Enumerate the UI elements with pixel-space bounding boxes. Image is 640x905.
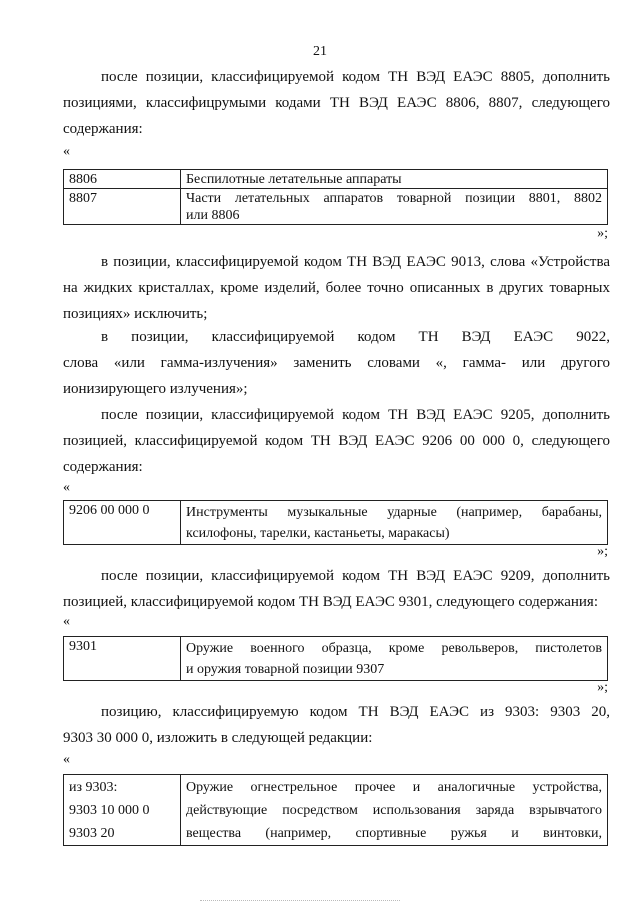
paragraph-line: после позиции, классифицируемой кодом ТН ВЭД ЕАЭС 9209, дополнить bbox=[101, 568, 610, 584]
paragraph-line: после позиции, классифицируемой кодом ТН ВЭД ЕАЭС 8805, дополнить bbox=[101, 69, 610, 85]
description-line: Оружие военного образца, кроме револьверов, пистолетов bbox=[186, 641, 602, 656]
description-cell bbox=[181, 189, 608, 225]
description-line: Беспилотные летательные аппараты bbox=[186, 172, 402, 187]
paragraph-line: позициях» исключить; bbox=[63, 306, 208, 322]
description-cell bbox=[181, 170, 608, 189]
description-line: Инструменты музыкальные ударные (например, барабаны, bbox=[186, 505, 602, 520]
paragraph-line: ионизирующего излучения»; bbox=[63, 381, 248, 397]
paragraph-line: позицией, классифицируемой кодом ТН ВЭД ЕАЭС 9206 00 000 0, следующего bbox=[63, 433, 610, 449]
paragraph-line: слова «или гамма-излучения» заменить словами «, гамма- или другого bbox=[63, 355, 610, 371]
paragraph-line: в позиции, классифицируемой кодом ТН ВЭД ЕАЭС 9013, слова «Устройства bbox=[101, 254, 610, 270]
description-line: или 8806 bbox=[186, 208, 240, 223]
paragraph-line: позицией, классифицируемой кодом ТН ВЭД ЕАЭС 9301, следующего содержания: bbox=[63, 594, 598, 610]
code-cell bbox=[64, 775, 181, 846]
table-9206 bbox=[63, 500, 608, 545]
scan-edge-mark bbox=[200, 900, 400, 901]
paragraph-9209 bbox=[63, 563, 610, 615]
closing-quote: »; bbox=[597, 680, 608, 695]
paragraph-9205 bbox=[63, 402, 610, 480]
description-line: ксилофоны, тарелки, кастаньеты, маракасы) bbox=[186, 526, 450, 541]
paragraph-line: на жидких кристаллах, кроме изделий, более точно описанных в других товарных bbox=[63, 280, 610, 296]
description-cell bbox=[181, 637, 608, 681]
table-row bbox=[64, 775, 608, 846]
paragraph-line: позициями, классифицрумыми кодами ТН ВЭД ЕАЭС 8806, 8807, следующего bbox=[63, 95, 610, 111]
closing-quote: »; bbox=[597, 544, 608, 559]
table-row bbox=[64, 170, 608, 189]
paragraph-line: 9303 30 000 0, изложить в следующей редакции: bbox=[63, 730, 373, 746]
paragraph-line: после позиции, классифицируемой кодом ТН ВЭД ЕАЭС 9205, дополнить bbox=[101, 407, 610, 423]
description-cell bbox=[181, 501, 608, 545]
paragraph-line: содержания: bbox=[63, 121, 143, 137]
table-9303 bbox=[63, 774, 608, 846]
paragraph-8805 bbox=[63, 64, 610, 142]
code-cell: 8807 bbox=[64, 189, 181, 225]
paragraph-9303 bbox=[63, 699, 610, 751]
paragraph-9022 bbox=[63, 324, 610, 402]
description-line: Оружие огнестрельное прочее и аналогичные устройства, bbox=[186, 780, 602, 795]
code-line: 9303 20 bbox=[69, 826, 115, 841]
description-line: и оружия товарной позиции 9307 bbox=[186, 662, 385, 677]
page-number: 21 bbox=[313, 44, 327, 59]
description-line: Части летательных аппаратов товарной позиции 8801, 8802 bbox=[186, 191, 602, 206]
table-8806-8807 bbox=[63, 169, 608, 225]
code-cell: 9301 bbox=[64, 637, 181, 681]
code-cell: 9206 00 000 0 bbox=[64, 501, 181, 545]
description-cell bbox=[181, 775, 608, 846]
paragraph-line: в позиции, классифицируемой кодом ТН ВЭД ЕАЭС 9022, bbox=[101, 329, 610, 345]
code-line: из 9303: bbox=[69, 780, 118, 795]
paragraph-line: содержания: bbox=[63, 459, 143, 475]
table-row bbox=[64, 637, 608, 681]
closing-quote: »; bbox=[597, 226, 608, 241]
paragraph-9013 bbox=[63, 249, 610, 327]
description-line: вещества (например, спортивные ружья и винтовки, bbox=[186, 826, 602, 841]
description-line: действующие посредством использования заряда взрывчатого bbox=[186, 803, 602, 818]
opening-quote: « bbox=[63, 752, 70, 767]
table-row bbox=[64, 501, 608, 545]
code-line: 9303 10 000 0 bbox=[69, 803, 150, 818]
opening-quote: « bbox=[63, 614, 70, 629]
code-cell: 8806 bbox=[64, 170, 181, 189]
table-row bbox=[64, 189, 608, 225]
opening-quote: « bbox=[63, 144, 70, 159]
paragraph-line: позицию, классифицируемую кодом ТН ВЭД ЕАЭС из 9303: 9303 20, bbox=[101, 704, 610, 720]
opening-quote: « bbox=[63, 480, 70, 495]
table-9301 bbox=[63, 636, 608, 681]
